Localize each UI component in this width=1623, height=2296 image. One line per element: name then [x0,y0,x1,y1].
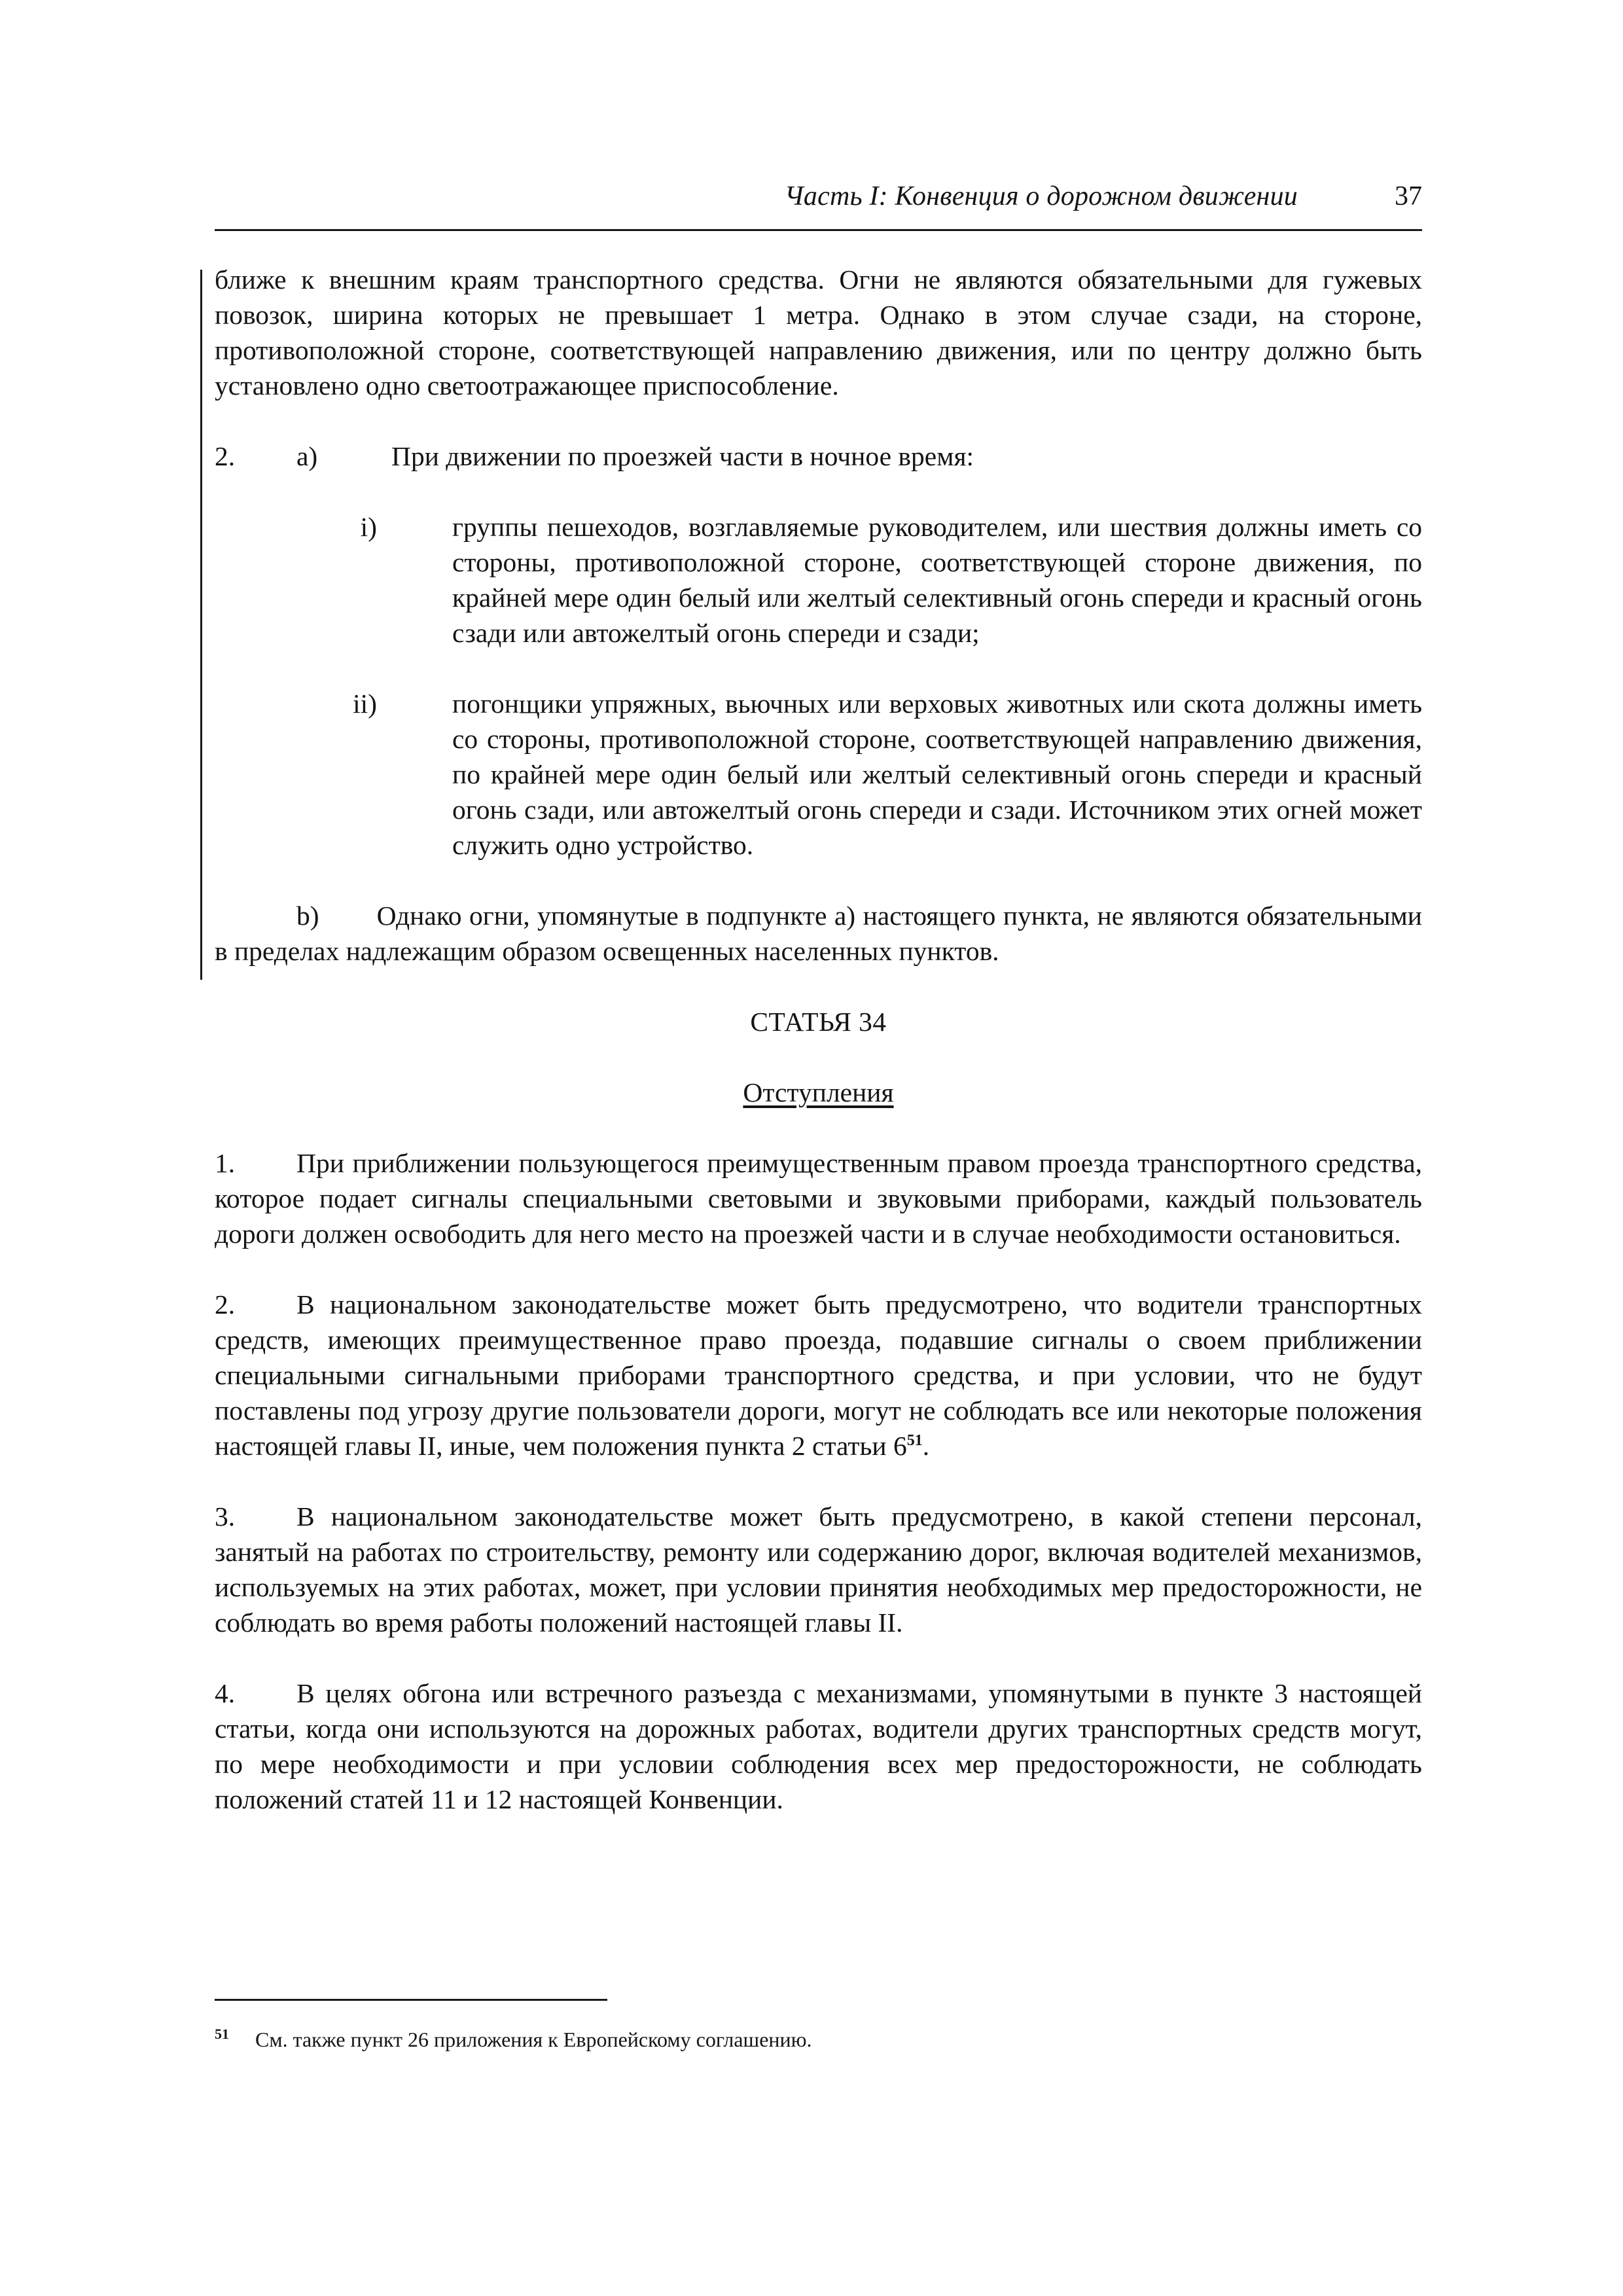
article-paragraph-4 [215,1676,1422,1817]
subitem-text: погонщики упряжных, вьючных или верховых животных или скота должны иметь со стороны, противоположной стороне, соответствующей направлению движения, по крайней мере один белый или желтый селективный огонь спереди и красный огонь сзади, или автожелтый огонь спереди и сзади. Источником этих огней может служить одно устройство. [452,689,1422,860]
intro-paragraph: ближе к внешним краям транспортного средства. Огни не являются обязательными для гужевых повозок, ширина которых не превышает 1 метра. Однако в этом случае сзади, на стороне, противоположной стороне, соответствующей направлению движения, или по центру должно быть установлено одно светоотражающее приспособление. [215,264,1422,401]
subitem-text: группы пешеходов, возглавляемые руководителем, или шествия должны иметь со стороны, противоположной стороне, соответствующей стороне движения, по крайней мере один белый или желтый селективный огонь спереди и красный огонь сзади или автожелтый огонь спереди и сзади; [452,512,1422,648]
item-2b-paragraph [215,898,1422,969]
article-paragraph-1 [215,1145,1422,1251]
item-text: При движении по проезжей части в ночное время: [391,441,974,471]
article-title [215,1075,1422,1110]
item-letter: a) [296,441,318,471]
article-paragraph-3 [215,1499,1422,1640]
paragraph-number: 1. [215,1148,236,1178]
item-letter: b) [296,901,319,931]
footnote-separator [215,1999,607,2001]
subitem-label: i) [360,512,377,542]
item-2a-line [215,439,1422,474]
footnote-reference[interactable]: 51 [906,1432,923,1450]
page-number: 37 [1395,181,1422,211]
item-text: Однако огни, упомянутые в подпункте а) настоящего пункта, не являются обязательными в пределах надлежащим образом освещенных населенных пунктов. [215,901,1422,966]
paragraph-number: 3. [215,1501,236,1532]
article-paragraph-2 [215,1287,1422,1463]
document-body [215,262,1422,1852]
subitem-ii [215,686,1422,863]
paragraph-text: В национальном законодательстве может быть предусмотрено, в какой степени персонал, занятый на работах по строительству, ремонту или содержанию дорог, включая водителей механизмов, используемых на этих работах, может, при условии принятия необходимых мер предосторожности, не соблюдать во время работы положений настоящей главы II. [215,1501,1422,1638]
item-number: 2. [215,441,236,471]
paragraph-number: 2. [215,1289,236,1319]
header-title: Часть I: Конвенция о дорожном движении [784,181,1298,211]
running-header [215,175,1422,228]
article-heading: СТАТЬЯ 34 [750,1007,887,1037]
paragraph-text: При приближении пользующегося преимущественным правом проезда транспортного средства, которое подает сигналы специальными световыми и звуковыми приборами, каждый пользователь дороги должен освободить для него место на проезжей части и в случае необходимости остановиться. [215,1148,1422,1249]
revision-change-bar [200,270,202,980]
paragraph-text: В национальном законодательстве может быть предусмотрено, что водители транспортных средств, имеющих преимущественное право проезда, подавшие сигналы о своем приближении специальными сигнальными приборами транспортного средства, и при условии, что не будут поставлены под угрозу другие пользователи дороги, могут не соблюдать все или некоторые положения настоящей главы II, иные, чем положения пункта 2 статьи 6 [215,1289,1422,1461]
subitem-i [215,509,1422,651]
subitem-label: ii) [353,689,377,719]
paragraph-tail: . [922,1431,930,1461]
footnote-text: См. также пункт 26 приложения к Европейскому соглашению. [255,2028,812,2051]
paragraph-text: В целях обгона или встречного разъезда с механизмами, упомянутыми в пункте 3 настоящей статьи, когда они используются на дорожных работах, водители других транспортных средств могут, по мере необходимости и при условии соблюдения всех мер предосторожности, не соблюдать положений статей 11 и 12 настоящей Конвенции. [215,1678,1422,1814]
paragraph-number: 4. [215,1678,236,1708]
article-title-text: Отступления [743,1077,894,1107]
footnote: 51 См. также пункт 26 приложения к Европейскому соглашению. [215,2026,812,2051]
header-rule [215,229,1422,231]
